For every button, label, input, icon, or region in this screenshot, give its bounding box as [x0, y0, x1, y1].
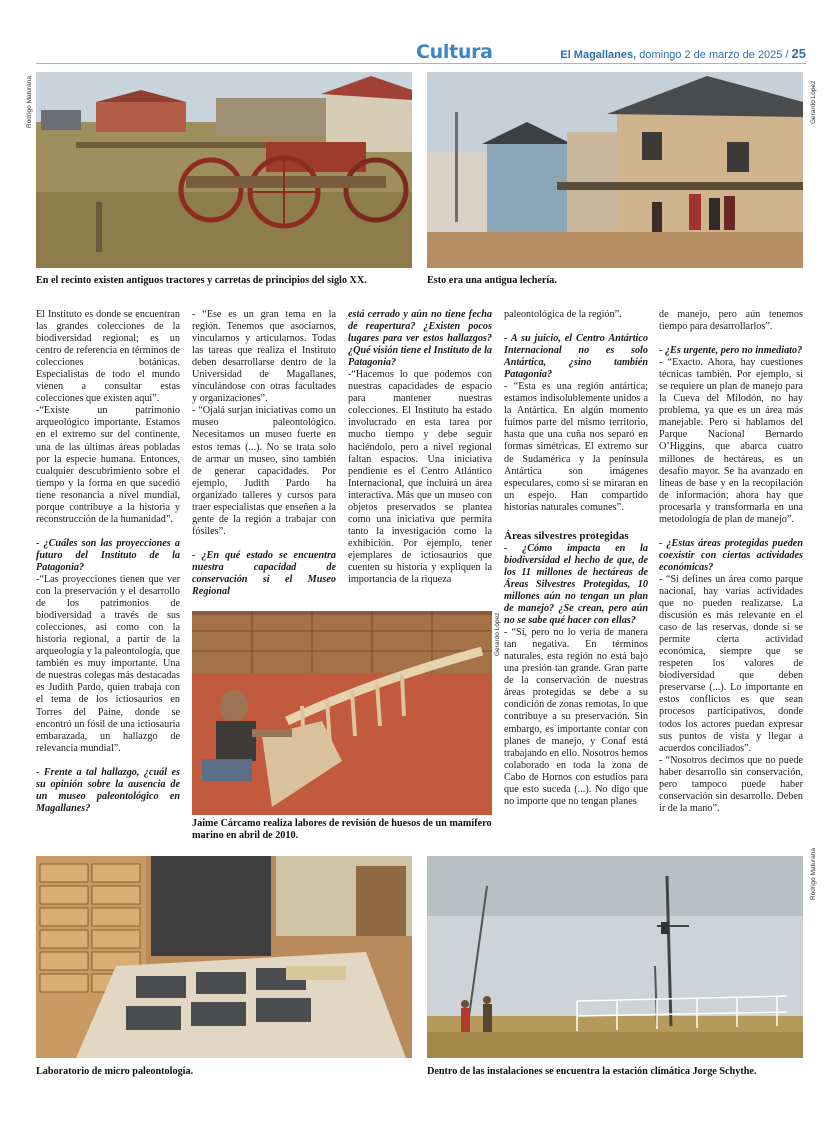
interview-question: - Frente a tal hallazgo, ¿cuál es su opinión sobre la ausencia de un museo paleontológico en Magallanes? [36, 766, 180, 814]
photo-credit-carts: Rodrigo Maturana [26, 75, 33, 128]
paragraph: -“Hacemos lo que podemos con nuestras capacidades de espacio para mantener nuestras colecciones. El Instituto ha estado involucrado en esta tarea por mucho tiempo y debe seguir haciéndolo, pero a nivel regional faltan espacios. Una iniciativa pendiente es el Centro Atlántico Internacional, que incluirá un área interactiva. Más que un museo con objetos preservados se plantea como una iniciativa que permita tanto la investigación como la exhibición. Por ejemplo, tener ejemplares de ictiosaurios que cuenten su historia y expliquen la importancia de la riqueza [348, 369, 492, 586]
article-column-4 [504, 309, 648, 808]
photo-dairy [427, 72, 803, 268]
paragraph: - “Ese es un gran tema en la región. Tenemos que asociarnos, vincularnos y articularnos. Todas las tareas que realiza el Instituto deben desarrollarse dentro de la Universidad de Magallanes, vinculándose con otras facultades y organizaciones”. [192, 309, 336, 405]
newspaper-name: El Magallanes, [560, 49, 637, 61]
article-column-5 [659, 309, 803, 815]
section-title: Cultura [416, 41, 493, 63]
interview-question: - ¿En qué estado se encuentra nuestra capacidad de conservación si el Museo Regional [192, 549, 336, 598]
folio [560, 46, 806, 61]
paragraph: - “Si defines un área como parque nacional, hay varias actividades que no pueden realizarse. La discusión es más relevante en el caso de las reservas, donde sí se permite cierta actividad económica, siempre que se respeten los valores de biodiversidad que deben preservarse (...). Lo importante en estos conflictos es que sean procesos participativos, donde todos los actores puedan expresar sus puntos de vista y llegar a acuerdos conciliados”. [659, 573, 803, 754]
page-number: 25 [791, 46, 806, 61]
caption-carts: En el recinto existen antiguos tractores y carretas de principios del siglo XX. [36, 275, 367, 286]
interview-question: - ¿Cómo impacta en la biodiversidad el hecho de que, de los 11 millones de hectáreas de Áreas Silvestres Protegidas, 10 millones aún no tengan un plan de manejo? ¿Se crean, pero aún no se sabe qué hacer con ellas? [504, 542, 648, 627]
interview-question: - ¿Estas áreas protegidas pueden coexistir con ciertas actividades económicas? [659, 537, 803, 573]
paragraph: -“Existe un patrimonio arqueológico importante. Estamos en el extremo sur del continente, una de las últimas áreas pobladas por la especie humana. Entonces, cualquier descubrimiento sobre el tiempo y la forma en que sucedió tiene resonancia a nivel mundial, porque contribuye a la historia y reconstrucción de la humanidad”. [36, 405, 180, 525]
paragraph: - “Ojalá surjan iniciativas como un museo paleontológico. Necesitamos un museo fuerte en estos temas (...). No se trata solo de armar un museo, sino también de generar capacidades. Por ejemplo, Judith Pardo ha organizado talleres y cursos para traer especialistas que enseñen a la gente de la región a trabajar con fósiles”. [192, 405, 336, 537]
photo-credit-dairy: Gerardo López [810, 80, 817, 124]
paragraph: de manejo, pero aún tenemos tiempo para desarrollarlos”. [659, 309, 803, 333]
interview-question: - A su juicio, el Centro Antártico Internacional no es solo Antártica, ¿sino también Patagonia? [504, 333, 648, 381]
caption-dairy: Esto era una antigua lechería. [427, 275, 557, 286]
photo-lab [36, 856, 412, 1058]
paragraph: - “Exacto. Ahora, hay cuestiones técnicas también. Por ejemplo, si se requiere un plan de manejo para la Cueva del Milodón, no hay problema, ya que es un área más manejable. Pero si hablamos del Parque Nacional Bernardo O’Higgins, que abarca cuatro millones de hectáreas, es un desafío mayor. Se ha avanzado en líneas de base y en la recopilación de información; ahora hay que procesarla y transformarla en una metodología de plan de manejo”. [659, 357, 803, 525]
page-header [36, 40, 806, 64]
photo-carts [36, 72, 412, 268]
paragraph: -“Las proyecciones tienen que ver con la preservación y el desarrollo de los patrimonios de biodiversidad a través de sus colecciones, así como con la historia regional, a partir de la arqueología y la paleontología, que también es muy importante. Una de nuestras colegas más destacadas es Judith Pardo, quien trabaja con el tema de los ictiosaurios en Torres del Paine, donde se encontró un fósil de una ictiosauria embarazada, un hallazgo de relevancia mundial”. [36, 573, 180, 754]
paragraph: - “Sí, pero no lo vería de manera tan negativa. En términos naturales, esta región no está bajo una presión tan grande. Gran parte de la conservación de nuestras áreas protegidas se debe a su condición de zonas remotas, lo que contribuye a su preservación. Sin embargo, es importante contar con planes de manejo, y Conaf está trabajando en ello. Nosotros hemos colaborado en toda la zona de Cabo de Hornos con estudios para que esto suceda (...). No digo que no importe que no tengan planes [504, 627, 649, 807]
folio-separator: / [785, 49, 789, 61]
interview-question: - ¿Es urgente, pero no inmediato? [659, 345, 803, 357]
paragraph: - “Nosotros decimos que no puede haber desarrollo sin conservación, pero tampoco puede haber conservación sin desarrollo. Deben ir de la mano”. [659, 754, 803, 814]
caption-lab: Laboratorio de micro paleontología. [36, 1066, 194, 1077]
paragraph: - “Esta es una región antártica; estamos indisolublemente unidos a la Antártica. En algún momento fuimos parte del mismo territorio, hasta que una cuña nos separó en formas simétricas. El extremo sur de Sudamérica y la península Antártica son imágenes especulares, como si se miraran en un espejo. Han compartido historias naturales comunes”. [504, 381, 648, 513]
photo-weather-station [427, 856, 803, 1058]
photo-whale-skeleton [192, 611, 492, 815]
subheading: Áreas silvestres protegidas [504, 529, 629, 542]
caption-whale-skeleton: Jaime Cárcamo realiza labores de revisión de huesos de un mamífero marino en abril de 2010. [192, 818, 492, 841]
photo-credit-station: Rodrigo Maturana [810, 847, 817, 900]
paragraph: El Instituto es donde se encuentran las grandes colecciones de la biodiversidad regional; es un centro de referencia en términos de colecciones botánicas. Especialistas de todo el mundo vienen a consultar estas colecciones que existen aquí”. [36, 309, 180, 405]
article-column-1 [36, 309, 180, 815]
caption-weather-station: Dentro de las instalaciones se encuentra la estación climática Jorge Schythe. [427, 1066, 757, 1077]
article-column-2 [192, 309, 336, 598]
issue-date: domingo 2 de marzo de 2025 [639, 49, 783, 61]
paragraph: paleontológica de la región”. [504, 309, 622, 320]
interview-question: - ¿Cuáles son las proyecciones a futuro del Instituto de la Patagonia? [36, 537, 180, 573]
interview-question: está cerrado y aún no tiene fecha de reapertura? ¿Existen pocos lugares para ver estos hallazgos? ¿Qué visión tiene el Instituto de la Patagonia? [348, 309, 492, 369]
photo-credit-whale: Gerardo López [494, 612, 501, 656]
article-column-3 [348, 309, 492, 586]
